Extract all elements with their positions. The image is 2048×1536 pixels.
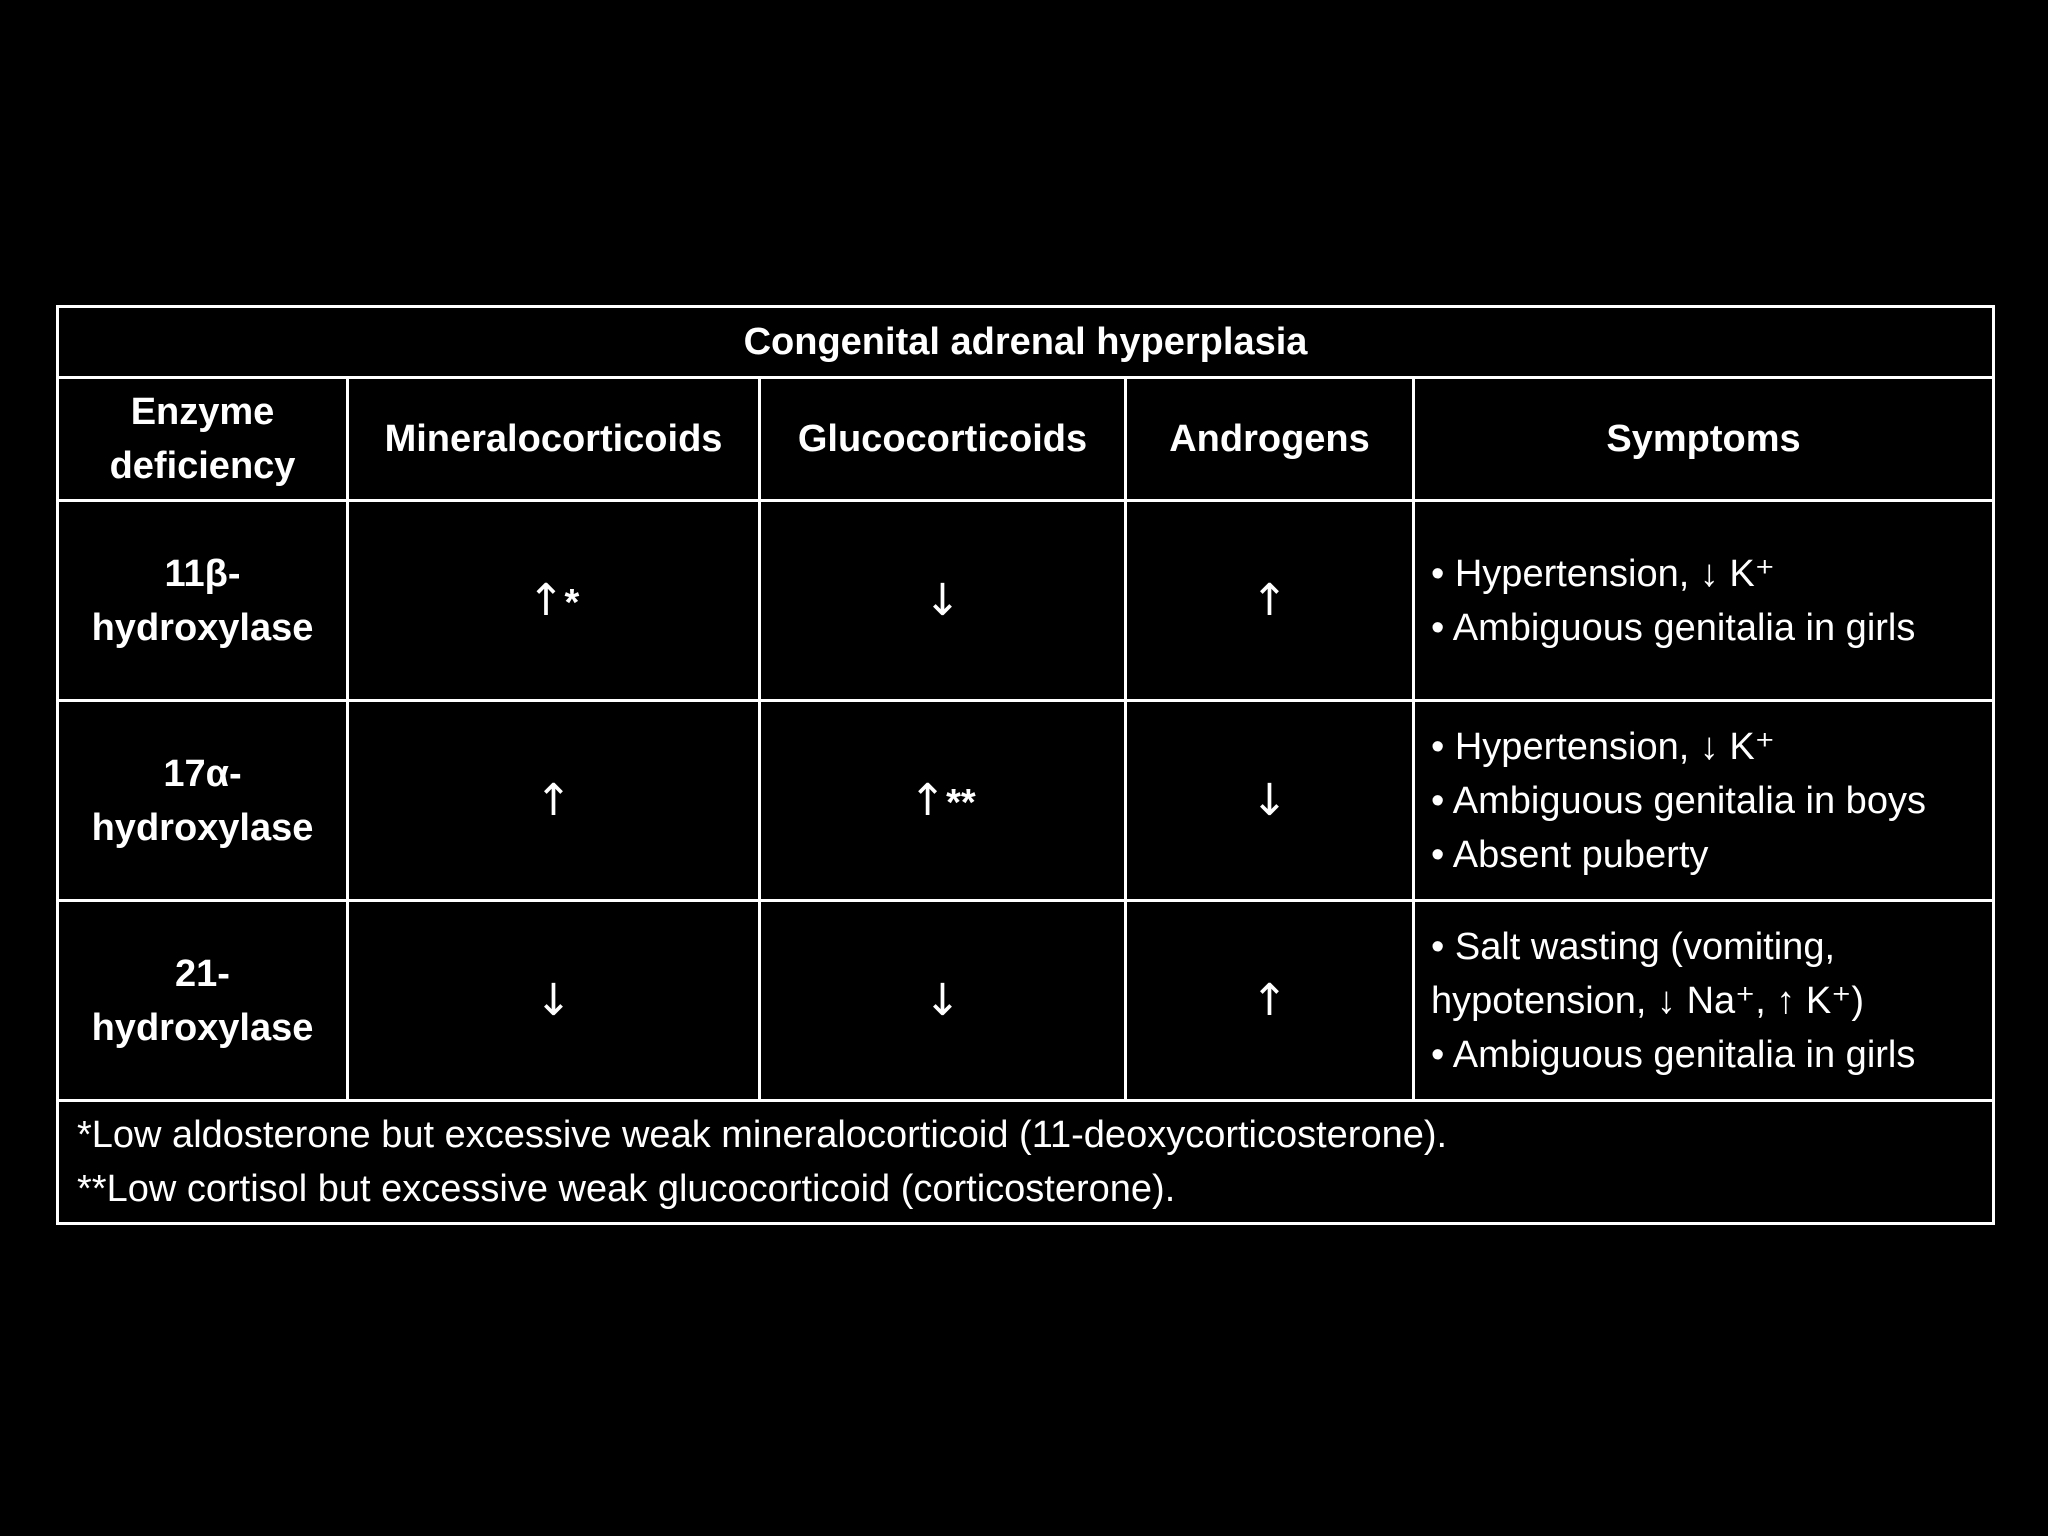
- enzyme-line1: 21-: [175, 952, 230, 995]
- mineralocorticoids-cell: [348, 901, 760, 1101]
- arrow-icon: ↓: [924, 975, 961, 1026]
- header-enzyme-line2: deficiency: [109, 445, 296, 487]
- arrow-icon: ↓: [924, 575, 961, 626]
- arrow-icon: ↑: [535, 775, 572, 826]
- arrow-icon: ↑: [527, 575, 565, 626]
- symptom-line: • Ambiguous genitalia in girls: [1431, 1033, 1916, 1076]
- glucocorticoids-cell: [760, 901, 1126, 1101]
- glucocorticoids-cell: [760, 501, 1126, 701]
- androgens-cell: [1126, 901, 1414, 1101]
- symptoms-cell: [1414, 901, 1994, 1101]
- symptom-line: hypotension, ↓ Na⁺, ↑ K⁺): [1431, 979, 1864, 1022]
- symptom-line: • Ambiguous genitalia in girls: [1431, 606, 1916, 649]
- header-mineralocorticoids: Mineralocorticoids: [348, 378, 760, 501]
- symptom-line: • Salt wasting (vomiting,: [1431, 925, 1836, 968]
- footnote-row: [58, 1101, 1994, 1224]
- title-row: [58, 307, 1994, 378]
- header-symptoms: Symptoms: [1414, 378, 1994, 501]
- footnote-mark: *: [564, 582, 580, 624]
- androgens-cell: [1126, 701, 1414, 901]
- enzyme-line2: hydroxylase: [91, 806, 314, 849]
- androgens-cell: [1126, 501, 1414, 701]
- symptoms-cell: [1414, 701, 1994, 901]
- mineralocorticoids-cell: [348, 701, 760, 901]
- enzyme-line2: hydroxylase: [91, 1006, 314, 1049]
- arrow-icon: ↑: [909, 775, 947, 826]
- enzyme-cell: [58, 501, 348, 701]
- enzyme-line1: 11β-: [164, 552, 241, 595]
- header-enzyme-deficiency: [58, 378, 348, 501]
- symptom-line: • Absent puberty: [1431, 833, 1709, 876]
- table-row: [58, 901, 1994, 1101]
- enzyme-cell: [58, 901, 348, 1101]
- footnote-2: **Low cortisol but excessive weak glucocorticoid (corticosterone).: [77, 1168, 1176, 1210]
- symptom-line: • Hypertension, ↓ K⁺: [1431, 552, 1775, 595]
- header-row: [58, 378, 1994, 501]
- footnote-mark: **: [946, 782, 976, 824]
- arrow-icon: ↑: [1251, 975, 1288, 1026]
- header-androgens: Androgens: [1126, 378, 1414, 501]
- mineralocorticoids-cell: [348, 501, 760, 701]
- enzyme-line1: 17α-: [163, 752, 242, 795]
- footnote-1: *Low aldosterone but excessive weak mineralocorticoid (11-deoxycorticosterone).: [77, 1114, 1448, 1156]
- table-row: [58, 501, 1994, 701]
- table-row: [58, 701, 1994, 901]
- arrow-icon: ↑: [1251, 575, 1288, 626]
- enzyme-cell: [58, 701, 348, 901]
- glucocorticoids-cell: [760, 701, 1126, 901]
- arrow-icon: ↓: [1251, 775, 1288, 826]
- enzyme-line2: hydroxylase: [91, 606, 314, 649]
- symptoms-cell: [1414, 501, 1994, 701]
- header-enzyme-line1: Enzyme: [130, 391, 275, 433]
- symptom-line: • Hypertension, ↓ K⁺: [1431, 725, 1775, 768]
- header-glucocorticoids: Glucocorticoids: [760, 378, 1126, 501]
- footnotes-cell: [58, 1101, 1994, 1224]
- table-title: Congenital adrenal hyperplasia: [58, 307, 1994, 378]
- symptom-line: • Ambiguous genitalia in boys: [1431, 779, 1926, 822]
- arrow-icon: ↓: [535, 975, 572, 1026]
- cah-table: [56, 305, 1995, 1225]
